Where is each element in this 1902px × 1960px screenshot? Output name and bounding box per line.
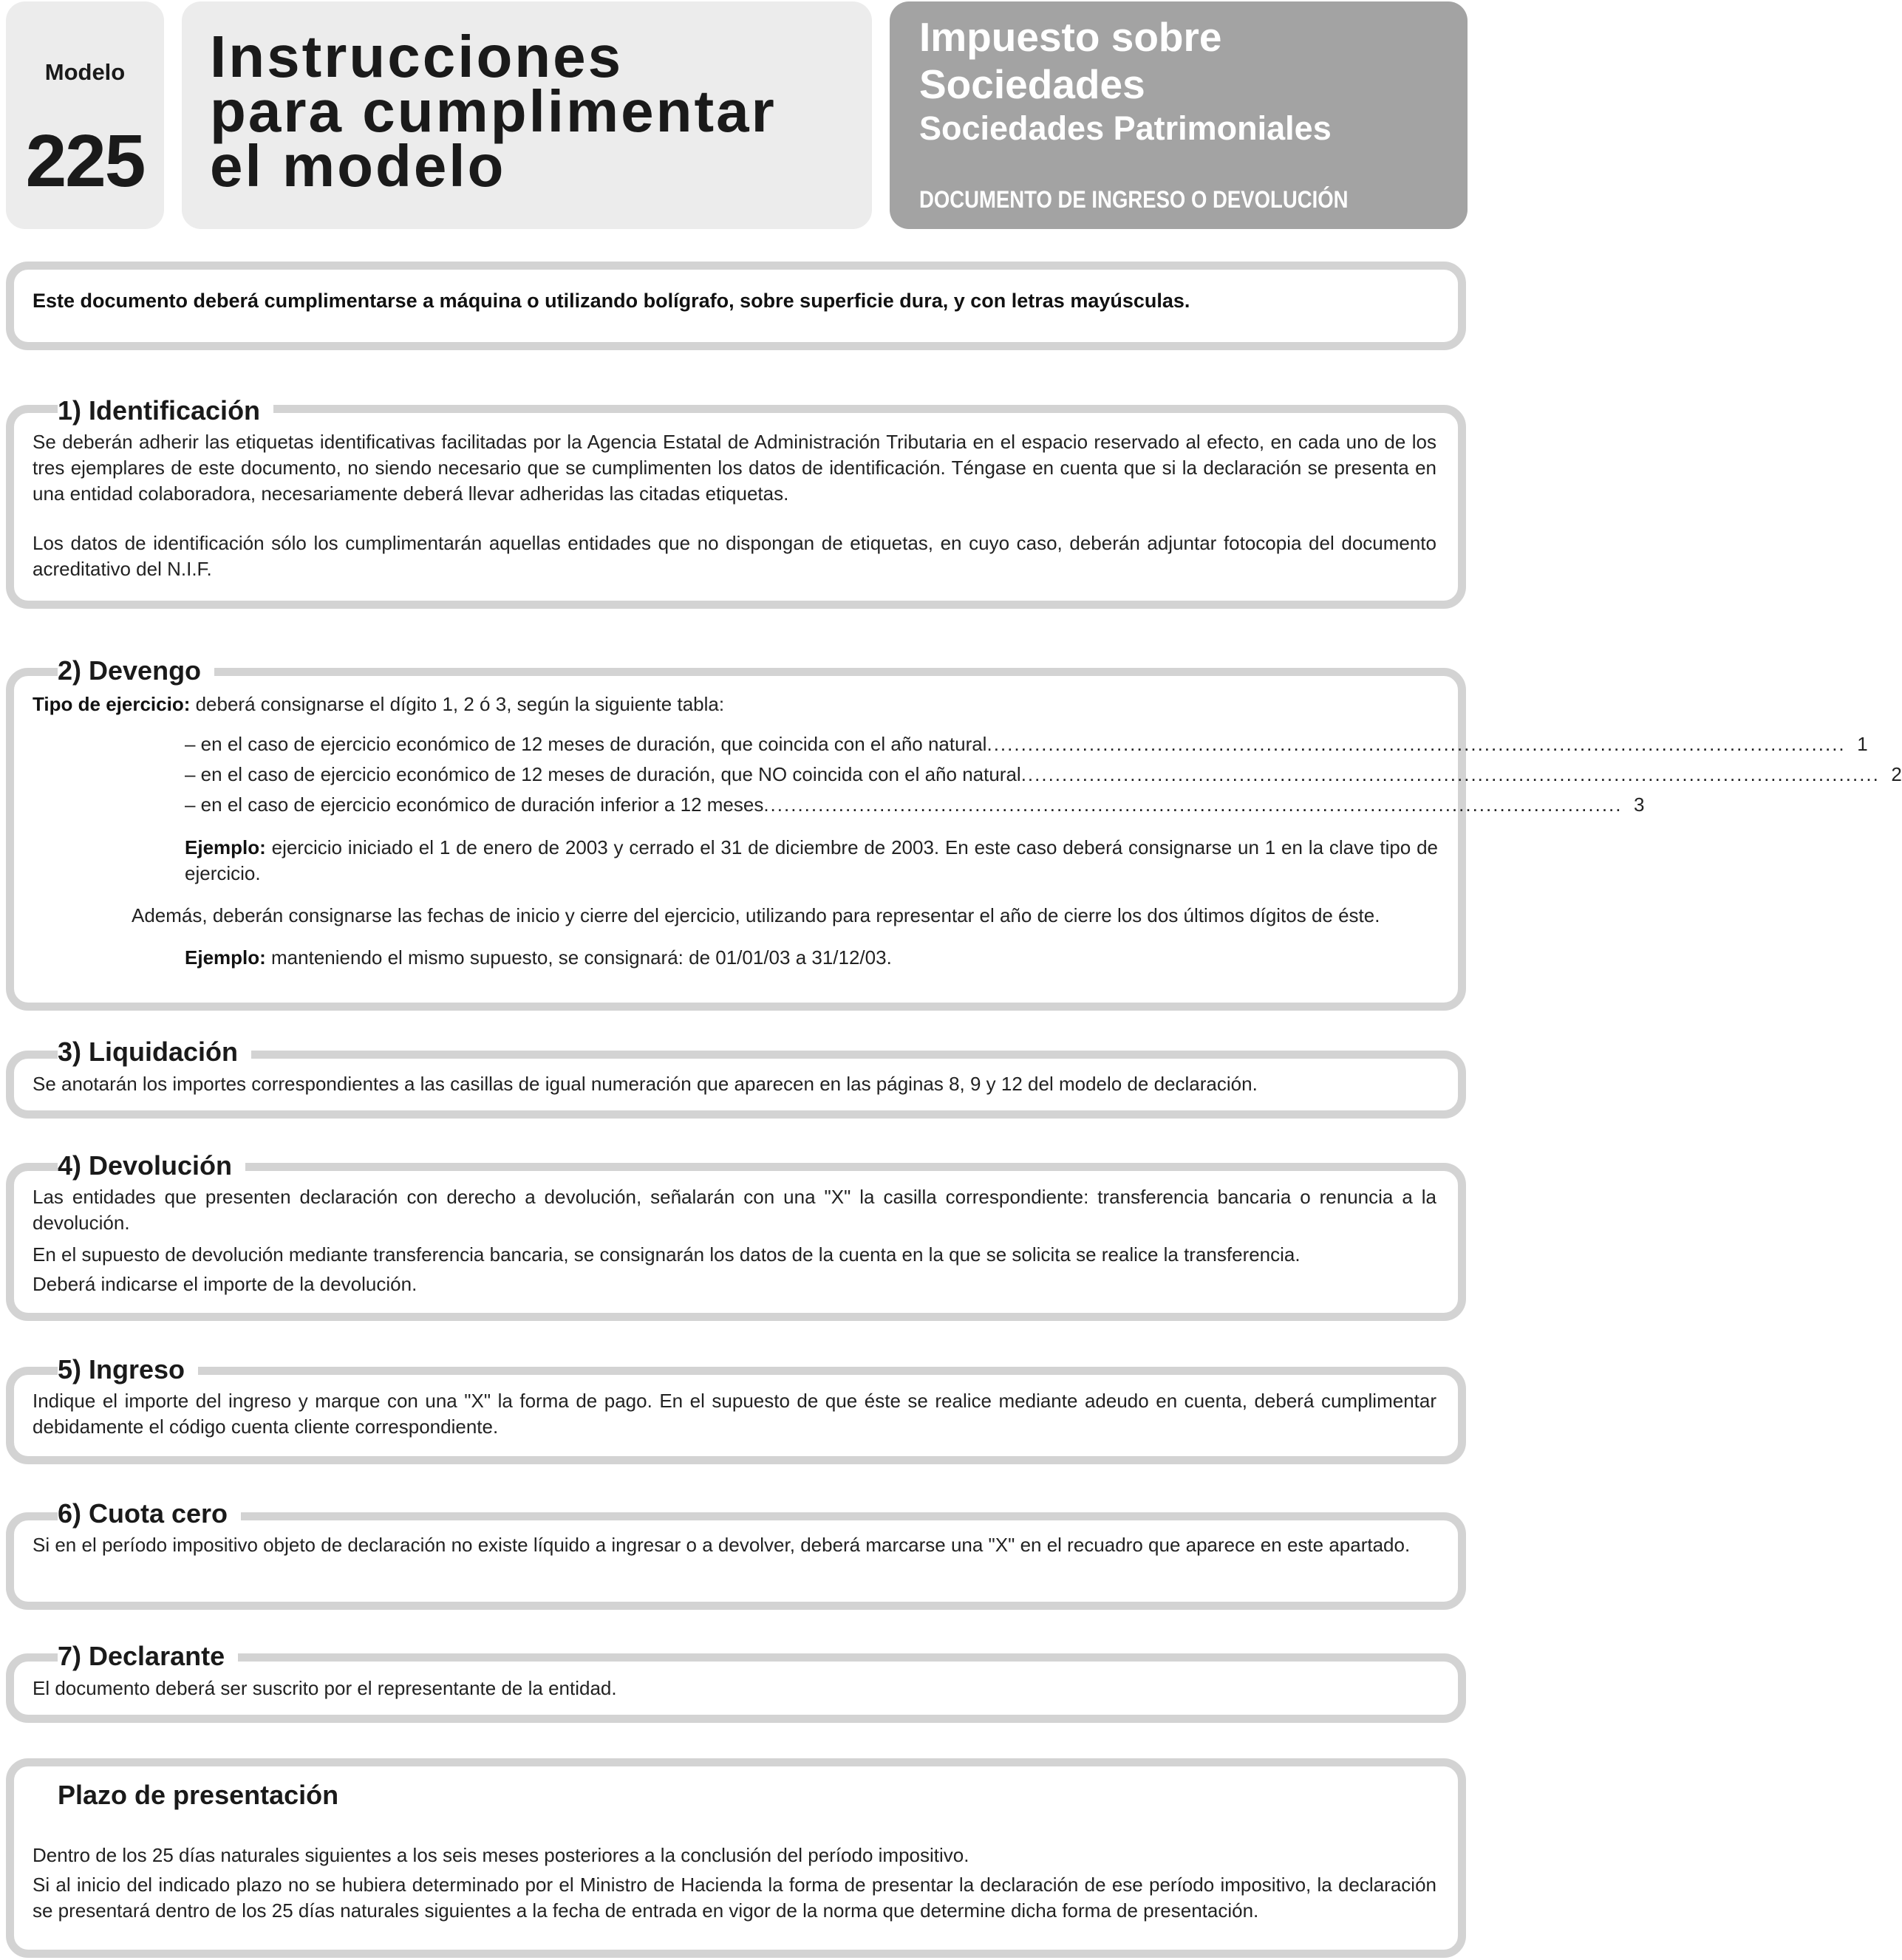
list-item-text: – en el caso de ejercicio económico de 12 meses de duración, que coincida con el año natural: [185, 733, 987, 755]
example-text: ejercicio iniciado el 1 de enero de 2003 y cerrado el 31 de diciembre de 2003. En este caso deberá consignarse un 1 en la clave tipo de ejercicio.: [185, 836, 1438, 884]
title-panel: [182, 1, 872, 229]
paragraph: Si en el período impositivo objeto de declaración no existe líquido a ingresar o a devolver, deberá marcarse una "X" en el recuadro que aparece en este apartado.: [33, 1534, 1411, 1556]
paragraph: Dentro de los 25 días naturales siguientes a los seis meses posteriores a la conclusión del período impositivo.: [33, 1844, 969, 1866]
list-item-value: 2: [1891, 763, 1902, 785]
example-paragraph: [185, 835, 1438, 887]
example-label: Ejemplo:: [185, 836, 266, 858]
section-title: 7) Declarante: [58, 1642, 238, 1671]
paragraph: El documento deberá ser suscrito por el representante de la entidad.: [33, 1677, 617, 1699]
tax-panel: [890, 1, 1468, 229]
example-text: manteniendo el mismo supuesto, se consignará: de 01/01/03 a 31/12/03.: [265, 946, 892, 969]
tax-line: Impuesto sobre: [919, 14, 1222, 60]
paragraph: Los datos de identificación sólo los cumplimentarán aquellas entidades que no dispongan de etiquetas, en cuyo caso, deberán adjuntar fotocopia del documento acreditativo del N.I.F.: [33, 532, 1436, 580]
paragraph: Deberá indicarse el importe de la devolución.: [33, 1273, 417, 1295]
paragraph: Indique el importe del ingreso y marque con una "X" la forma de pago. En el supuesto de que éste se realice mediante adeudo en cuenta, deberá cumplimentar debidamente el código cuenta cliente correspondiente.: [33, 1390, 1436, 1438]
title-line: para cumplimentar: [210, 78, 777, 144]
section-title: 4) Devolución: [58, 1151, 245, 1181]
section-title: 2) Devengo: [58, 656, 214, 686]
paragraph: Se anotarán los importes correspondientes a las casillas de igual numeración que aparecen en las páginas 8, 9 y 12 del modelo de declaración.: [33, 1073, 1258, 1095]
intro-text: Este documento deberá cumplimentarse a máquina o utilizando bolígrafo, sobre superficie dura, y con letras mayúsculas.: [33, 290, 1190, 312]
section-title: 3) Liquidación: [58, 1037, 251, 1067]
list-item: – en el caso de ejercicio económico de 12 meses de duración, que NO coincida con el año natural .............................................................................................................................. 2: [185, 762, 1253, 788]
paragraph: Las entidades que presenten declaración con derecho a devolución, señalarán con una "X" la casilla correspondiente: transferencia bancaria o renuncia a la devolución.: [33, 1186, 1436, 1234]
example-label: Ejemplo:: [185, 946, 266, 969]
model-label: Modelo: [44, 59, 126, 85]
section-title: 5) Ingreso: [58, 1355, 198, 1384]
tax-name: [919, 13, 1222, 108]
paragraph: Además, deberán consignarse las fechas de inicio y cierre del ejercicio, utilizando para representar el año de cierre los dos últimos dígitos de éste.: [132, 904, 1380, 926]
section-title: Plazo de presentación: [58, 1780, 352, 1810]
paragraph: Se deberán adherir las etiquetas identificativas facilitadas por la Agencia Estatal de Administración Tributaria en el espacio reservado al efecto, en cada uno de los tres ejemplares de este documento, no siendo necesario que se cumplimenten los datos de identificación. Téngase en cuenta que si la declaración se presenta en una entidad colaboradora, necesariamente deberá llevar adheridas las citadas etiquetas.: [33, 431, 1436, 505]
model-badge: [6, 1, 164, 229]
title-line: el modelo: [210, 133, 506, 199]
page-title: [210, 24, 777, 199]
list-item-text: – en el caso de ejercicio económico de duración inferior a 12 meses: [185, 793, 764, 816]
tipo-ejercicio-line: [33, 692, 1436, 717]
paragraph: En el supuesto de devolución mediante transferencia bancaria, se consignarán los datos de la cuenta en la que se solicita se realice la transferencia.: [33, 1243, 1301, 1266]
tipo-ejercicio-text: deberá consignarse el dígito 1, 2 ó 3, según la siguiente tabla:: [190, 693, 725, 715]
section-title: 6) Cuota cero: [58, 1499, 241, 1529]
list-item: – en el caso de ejercicio económico de 12 meses de duración, que coincida con el año natural .............................................................................................................................. 1: [185, 731, 1253, 757]
section-title: 1) Identificación: [58, 396, 273, 426]
example-paragraph: [185, 945, 1438, 971]
model-number: 225: [25, 120, 145, 202]
list-item-value: 1: [1857, 733, 1868, 755]
list-item-value: 3: [1634, 793, 1645, 816]
tax-line: Sociedades: [919, 61, 1145, 107]
list-item-text: – en el caso de ejercicio económico de 12 meses de duración, que NO coincida con el año natural: [185, 763, 1021, 785]
list-item: – en el caso de ejercicio económico de duración inferior a 12 meses .............................................................................................................................. 3: [185, 792, 1253, 818]
document-type: DOCUMENTO DE INGRESO O DEVOLUCIÓN: [919, 186, 1349, 213]
paragraph: Si al inicio del indicado plazo no se hubiera determinado por el Ministro de Hacienda la forma de presentar la declaración de ese período impositivo, la declaración se presentará dentro de los 25 días naturales siguientes a la fecha de entrada en vigor de la norma que determine dicha forma de presentación.: [33, 1874, 1436, 1922]
tax-subtitle: Sociedades Patrimoniales: [919, 109, 1332, 147]
tipo-ejercicio-label: Tipo de ejercicio:: [33, 693, 191, 715]
title-line: Instrucciones: [210, 24, 624, 89]
